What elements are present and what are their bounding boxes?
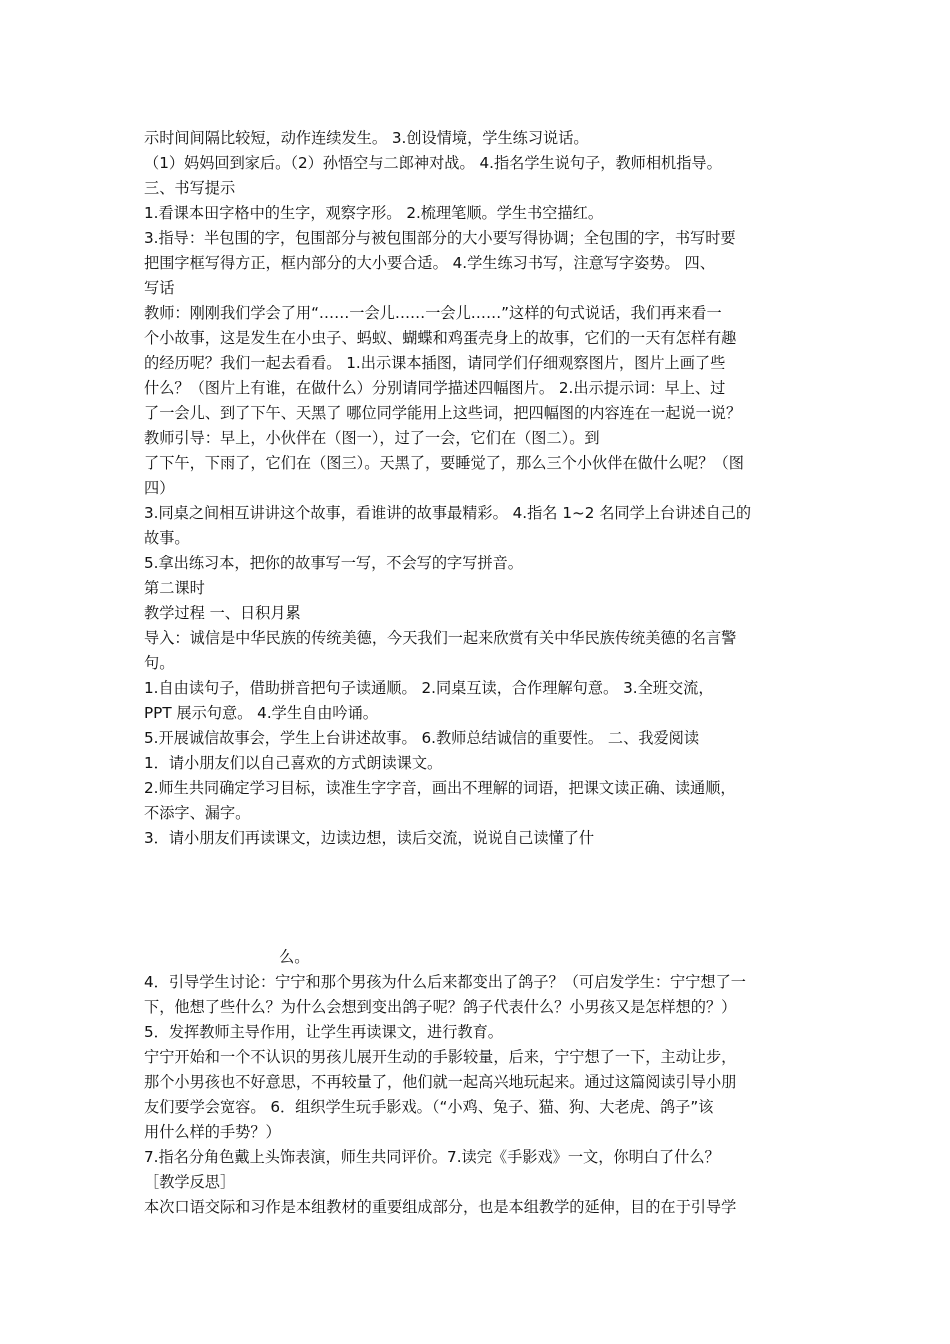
text-line: 三、书写提示 [144, 179, 236, 197]
text-line: 什么？（图片上有谁，在做什么）分别请同学描述四幅图片。 2.出示提示词：早上、过 [144, 379, 726, 397]
text-line: 5．发挥教师主导作用，让学生再读课文，进行教育。 [144, 1023, 503, 1041]
text-line: 1.自由读句子，借助拼音把句子读通顺。 2.同桌互读，合作理解句意。 3.全班交流， [144, 679, 714, 697]
text-line: 了一会儿、到了下午、天黑了 哪位同学能用上这些词，把四幅图的内容连在一起说一说？ [144, 404, 742, 422]
text-line: 1.看课本田字格中的生字，观察字形。 2.梳理笔顺。学生书空描红。 [144, 204, 604, 222]
text-line: 把围字框写得方正，框内部分的大小要合适。 4.学生练习书写，注意写字姿势。 四、 [144, 254, 715, 272]
text-line: （1）妈妈回到家后。（2）孙悟空与二郎神对战。 4.指名学生说句子，教师相机指导。 [144, 154, 722, 172]
text-line: 了下午，下雨了，它们在（图三）。天黑了，要睡觉了，那么三个小伙伴在做什么呢？（图 [144, 454, 744, 472]
text-line: 7.指名分角色戴上头饰表演，师生共同评价。7.读完《手影戏》一文，你明白了什么？ [144, 1148, 720, 1166]
text-line: 4．引导学生讨论：宁宁和那个男孩为什么后来都变出了鸽子？（可启发学生：宁宁想了一 [144, 973, 746, 991]
text-line: 教师引导：早上，小伙伴在（图一），过了一会，它们在（图二）。到 [144, 429, 600, 447]
text-line: 教师：刚刚我们学会了用“……一会儿……一会儿……”这样的句式说话，我们再来看一 [144, 304, 722, 322]
text-line: 导入：诚信是中华民族的传统美德，今天我们一起来欣赏有关中华民族传统美德的名言警 [144, 629, 737, 647]
text-line: 写话 [144, 279, 175, 297]
text-line: 3.指导：半包围的字，包围部分与被包围部分的大小要写得协调；全包围的字，书写时要 [144, 229, 736, 247]
text-line: 1．请小朋友们以自己喜欢的方式朗读课文。 [144, 754, 443, 772]
text-line: 用什么样的手势？） [144, 1123, 281, 1141]
text-line: PPT 展示句意。 4.学生自由吟诵。 [144, 704, 378, 722]
text-line: 3.同桌之间相互讲讲这个故事，看谁讲的故事最精彩。 4.指名 1~2 名同学上台讲述自己的 [144, 504, 752, 522]
text-line: 个小故事，这是发生在小虫子、蚂蚁、蝴蝶和鸡蛋壳身上的故事，它们的一天有怎样有趣 [144, 329, 737, 347]
text-line: 5.拿出练习本，把你的故事写一写，不会写的字写拼音。 [144, 554, 523, 572]
text-line: 句。 [144, 654, 175, 672]
text-line: 教学过程 一、日积月累 [144, 604, 301, 622]
text-line: 2.师生共同确定学习目标，读准生字字音，画出不理解的词语，把课文读正确、读通顺， [144, 779, 736, 797]
section-heading: 第二课时 [144, 579, 205, 597]
text-line: 本次口语交际和习作是本组教材的重要组成部分，也是本组教学的延伸，目的在于引导学 [144, 1198, 737, 1216]
text-line: 故事。 [144, 529, 190, 547]
text-line: 那个小男孩也不好意思，不再较量了，他们就一起高兴地玩起来。通过这篇阅读引导小朋 [144, 1073, 737, 1091]
text-line: 不添字、漏字。 [144, 804, 251, 822]
text-line: 的经历呢？我们一起去看看。 1.出示课本插图，请同学们仔细观察图片，图片上画了些 [144, 354, 726, 372]
text-line: 四） [144, 479, 175, 497]
text-line: 3．请小朋友们再读课文，边读边想，读后交流，说说自己读懂了什 [144, 829, 595, 847]
text-line: 示时间间隔比较短，动作连续发生。 3.创设情境，学生练习说话。 [144, 129, 589, 147]
text-line: 么。 [279, 948, 310, 966]
text-line: 下，他想了些什么？为什么会想到变出鸽子呢？鸽子代表什么？小男孩又是怎样想的？） [144, 998, 737, 1016]
section-heading: ［教学反思］ [144, 1173, 236, 1191]
text-line: 友们要学会宽容。 6．组织学生玩手影戏。（“小鸡、兔子、猫、狗、大老虎、鸽子”该 [144, 1098, 714, 1116]
text-line: 宁宁开始和一个不认识的男孩儿展开生动的手影较量，后来，宁宁想了一下，主动让步， [144, 1048, 737, 1066]
text-line: 5.开展诚信故事会，学生上台讲述故事。 6.教师总结诚信的重要性。 二、我爱阅读 [144, 729, 700, 747]
